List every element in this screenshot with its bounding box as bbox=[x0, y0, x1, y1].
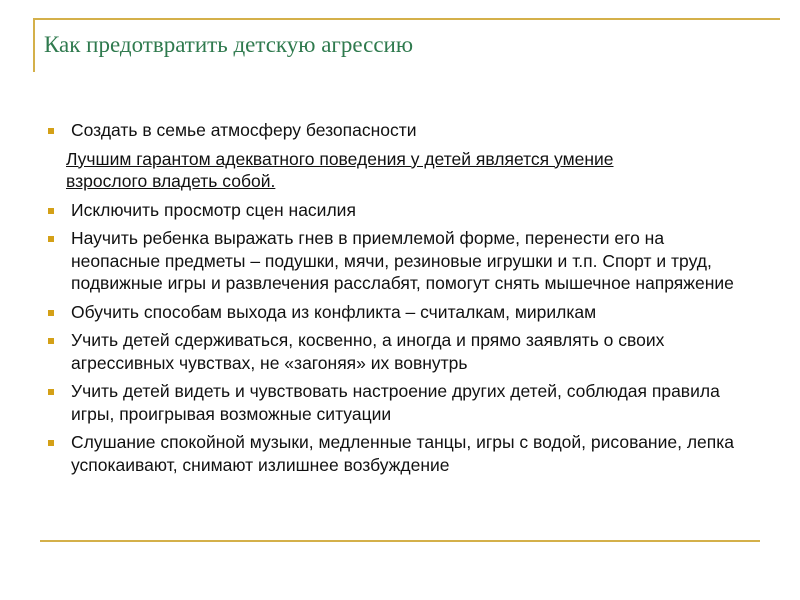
item-text: Обучить способам выхода из конфликта – считалкам, мирилкам bbox=[71, 301, 597, 322]
square-bullet-icon bbox=[48, 389, 54, 395]
item-text: Исключить просмотр сцен насилия bbox=[71, 199, 356, 220]
title-side-rule bbox=[33, 18, 35, 72]
square-bullet-icon bbox=[48, 310, 54, 316]
list-item bbox=[48, 329, 768, 374]
list-item bbox=[48, 301, 768, 324]
square-bullet-icon bbox=[48, 440, 54, 446]
item-text: Научить ребенка выражать гнев в приемлемой форме, перенести его на неопасные предметы – подушки, мячи, резиновые игрушки и т.п. Спорт и труд, подвижные игры и развлечения расслабят, помогут снять мышечное напряжение bbox=[71, 228, 734, 293]
list-item bbox=[48, 199, 768, 222]
item-text: Создать в семье атмосферу безопасности bbox=[71, 120, 417, 140]
list-item bbox=[48, 380, 731, 425]
square-bullet-icon bbox=[48, 338, 54, 344]
item-text: Слушание спокойной музыки, медленные танцы, игры с водой, рисование, лепка успокаивают, снимают излишнее возбуждение bbox=[71, 432, 735, 475]
list-item bbox=[48, 431, 768, 476]
bottom-rule bbox=[40, 540, 760, 542]
square-bullet-icon bbox=[48, 208, 54, 214]
bullet-list bbox=[48, 119, 768, 482]
list-item bbox=[48, 227, 751, 295]
top-rule bbox=[33, 18, 780, 20]
list-item bbox=[48, 119, 768, 142]
slide-title: Как предотвратить детскую агрессию bbox=[44, 32, 414, 57]
item-text: Учить детей сдерживаться, косвенно, а иногда и прямо заявлять о своих агрессивных чувствах, не «загоняя» их вовнутрь bbox=[71, 330, 665, 373]
square-bullet-icon bbox=[48, 128, 54, 134]
item-text: Учить детей видеть и чувствовать настроение других детей, соблюдая правила игры, проигрывая возможные ситуации bbox=[71, 381, 720, 424]
underlined-note: Лучшим гарантом адекватного поведения у детей является умение взрослого владеть собой. bbox=[66, 148, 614, 191]
square-bullet-icon bbox=[48, 236, 54, 242]
